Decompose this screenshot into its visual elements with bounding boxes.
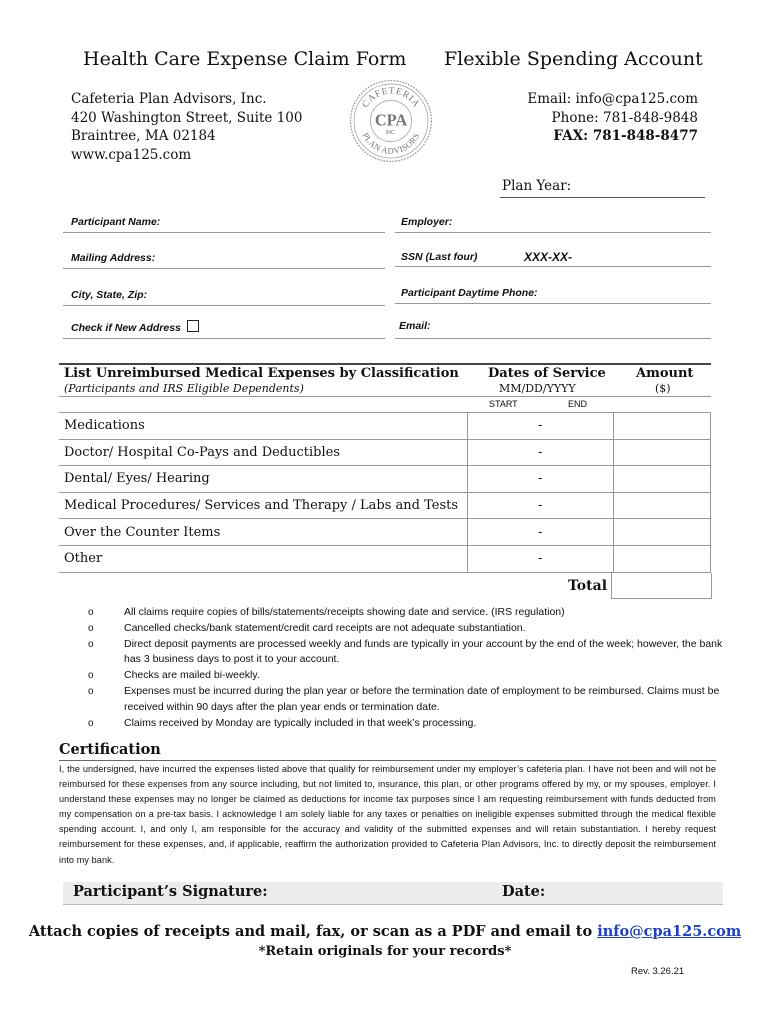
company-address (71, 90, 302, 164)
total-label: Total (568, 578, 608, 594)
expense-category: Doctor/ Hospital Co-Pays and Deductibles (59, 439, 468, 466)
new-address-rule (63, 338, 385, 339)
street-address: 420 Washington Street, Suite 100 (71, 109, 303, 126)
website-link[interactable]: www.cpa125.com (71, 146, 192, 163)
daytime-phone-label: Participant Daytime Phone: (401, 287, 538, 299)
dates-cell[interactable]: - (468, 519, 613, 546)
mailing-address-input[interactable] (63, 268, 385, 269)
table-row (59, 466, 711, 493)
new-address-checkbox[interactable] (187, 320, 199, 332)
daytime-phone-input[interactable] (395, 303, 711, 304)
city-state-zip-input[interactable] (63, 305, 385, 306)
seal-top-text: CAFETERIA (360, 86, 422, 110)
ssn-mask: XXX-XX- (524, 250, 573, 264)
revision-label: Rev. 3.26.21 (631, 966, 685, 977)
employer-input[interactable] (395, 232, 711, 233)
expense-category: Other (59, 545, 468, 572)
email-link[interactable]: info@cpa125.com (597, 923, 742, 940)
cpa-seal-logo (348, 78, 434, 164)
bullet-icon: o (88, 622, 94, 634)
seal-bottom-text: PLAN ADVISORS (360, 130, 422, 156)
list-item (88, 684, 738, 716)
amount-cell[interactable] (613, 466, 711, 493)
bullet-icon: o (88, 638, 94, 650)
contact-email: Email: info@cpa125.com (527, 91, 698, 107)
list-item (88, 716, 738, 732)
city-state-zip-label: City, State, Zip: (71, 289, 148, 301)
certification-title: Certification (59, 741, 161, 758)
claim-notes (88, 605, 738, 731)
svg-text:CAFETERIA (361, 86, 422, 109)
form-title: Health Care Expense Claim Form (83, 48, 407, 70)
note-text: Cancelled checks/bank statement/credit card receipts are not adequate substantiation. (124, 621, 526, 634)
bullet-icon: o (88, 670, 94, 682)
list-item (88, 621, 738, 637)
contact-info (527, 90, 698, 146)
employer-label: Employer: (401, 216, 453, 228)
dates-format: MM/DD/YYYY (499, 382, 576, 395)
list-item (88, 605, 738, 621)
contact-fax: FAX: 781-848-8477 (553, 128, 698, 144)
city-line: Braintree, MA 02184 (71, 128, 216, 144)
amount-cell[interactable] (613, 492, 711, 519)
table-subheader-rule (59, 396, 711, 397)
participant-name-label: Participant Name: (71, 216, 161, 228)
note-text: Direct deposit payments are processed weekly and funds are typically in your account by the end of the week; however, the bank has 3 business days to post it to your account. (124, 637, 723, 666)
plan-year-input[interactable] (500, 197, 705, 198)
ssn-input[interactable] (395, 266, 711, 267)
new-address-row (71, 320, 199, 334)
expenses-title: List Unreimbursed Medical Expenses by Classification (64, 366, 459, 381)
dates-cell[interactable]: - (468, 413, 613, 440)
table-row (59, 492, 711, 519)
table-row (59, 439, 711, 466)
signature-date-label: Date: (502, 883, 546, 900)
amount-header: Amount (636, 366, 694, 381)
ssn-label: SSN (Last four) (401, 251, 478, 263)
table-row (59, 413, 711, 440)
expense-category: Dental/ Eyes/ Hearing (59, 466, 468, 493)
dates-cell[interactable]: - (468, 492, 613, 519)
list-item (88, 668, 738, 684)
list-item (88, 637, 738, 669)
expenses-table (59, 412, 711, 573)
bullet-icon: o (88, 685, 94, 697)
dates-cell[interactable]: - (468, 439, 613, 466)
dates-header: Dates of Service (488, 366, 606, 381)
seal-inc-text: INC. (385, 129, 397, 136)
new-address-label: Check if New Address (71, 322, 181, 334)
note-text: Claims received by Monday are typically included in that week’s processing. (124, 716, 477, 729)
signature-label: Participant’s Signature: (73, 883, 268, 900)
expense-category: Medications (59, 413, 468, 440)
amount-cell[interactable] (613, 545, 711, 572)
dates-cell[interactable]: - (468, 466, 613, 493)
dates-cell[interactable]: - (468, 545, 613, 572)
start-label: START (489, 399, 518, 409)
amount-unit: ($) (655, 382, 671, 395)
seal-center-text: CPA (374, 110, 408, 130)
expenses-subtitle: (Participants and IRS Eligible Dependents) (64, 382, 304, 395)
note-text: Expenses must be incurred during the plan year or before the termination date of employment to be reimbursed. Claims must be received within 90 days after the plan year ends or termination date. (124, 684, 720, 713)
expense-category: Over the Counter Items (59, 519, 468, 546)
table-row (59, 545, 711, 572)
certification-rule (59, 760, 716, 761)
attach-instructions (0, 923, 770, 940)
total-amount-input[interactable] (611, 573, 712, 599)
amount-cell[interactable] (613, 519, 711, 546)
email-label: Email: (399, 320, 431, 332)
bullet-icon: o (88, 607, 94, 618)
mailing-address-label: Mailing Address: (71, 252, 156, 264)
attach-text: Attach copies of receipts and mail, fax, or scan as a PDF and email to (28, 923, 598, 940)
note-text: All claims require copies of bills/statements/receipts showing date and service. (IRS regulation) (124, 606, 565, 618)
end-label: END (568, 399, 588, 409)
note-text: Checks are mailed bi-weekly. (124, 669, 260, 682)
retain-note: *Retain originals for your records* (258, 944, 512, 959)
company-name: Cafeteria Plan Advisors, Inc. (71, 91, 267, 107)
contact-phone: Phone: 781-848-9848 (551, 109, 698, 126)
table-header-rule (59, 363, 711, 365)
amount-cell[interactable] (613, 413, 711, 440)
expense-category: Medical Procedures/ Services and Therapy / Labs and Tests (59, 492, 468, 519)
table-row (59, 519, 711, 546)
plan-year-label: Plan Year: (502, 178, 572, 194)
email-input[interactable] (395, 338, 711, 339)
bullet-icon: o (88, 717, 94, 729)
account-type-title: Flexible Spending Account (444, 48, 703, 70)
participant-name-input[interactable] (63, 232, 385, 233)
amount-cell[interactable] (613, 439, 711, 466)
certification-text: I, the undersigned, have incurred the expenses listed above that qualify for reimbursement under my employer’s cafeteria plan. I have not been and will not be reimbursed for these expenses from any source including, but not limited to, insurance, this plan, or other programs offered by my, or my spouses, employer. I understand these expenses may no longer be claimed as deductions for income tax purposes since I am requesting reimbursement with funds deducted from my compensation on a pre-tax basis. I acknowledge I am solely liable for any taxes or penalties on ineligible expenses submitted through the medical flexible spending account. I, and only I, am responsible for the accuracy and validity of the submitted expenses and will retain substantiation. I hereby request reimbursement for these expenses, and, if applicable, reaffirm the authorization provided to Cafeteria Plan Advisors, Inc. to directly deposit the reimbursement into my bank. (59, 764, 716, 865)
